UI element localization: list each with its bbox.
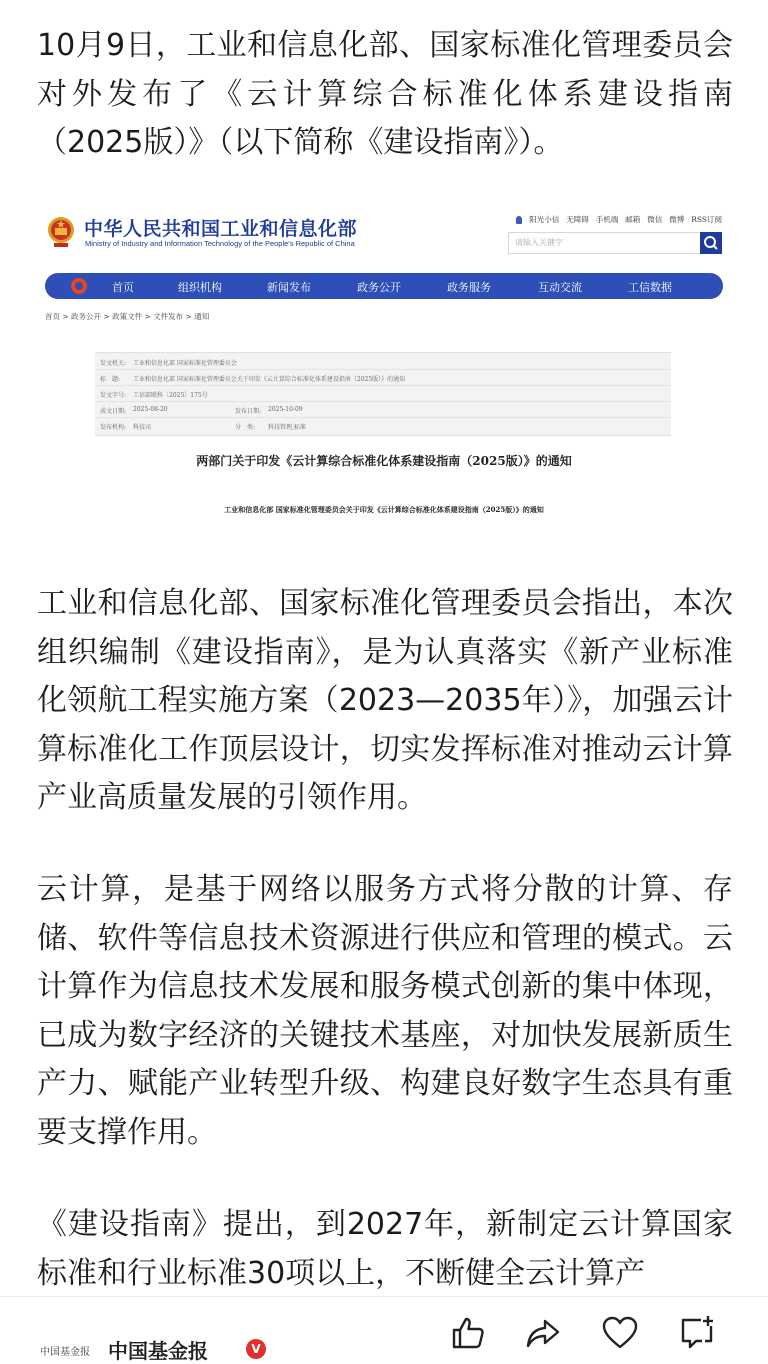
nav-item: 政务公开: [357, 281, 401, 294]
meta-row: [95, 385, 671, 402]
document-title: 两部门关于印发《云计算综合标准化体系建设指南（2025版）》的通知: [196, 454, 572, 468]
search-placeholder: 请输入关键字: [515, 238, 563, 247]
meta-label: 标 题:: [100, 376, 121, 383]
site-name-en: Ministry of Industry and Information Technology of the People's Republic of China: [85, 239, 355, 248]
meta-value: 科技司: [133, 424, 152, 431]
meta-row: [95, 417, 671, 433]
top-link: 微信: [647, 215, 663, 224]
nav-item: 新闻发布: [267, 281, 311, 294]
bottom-action-bar: [0, 1296, 768, 1363]
meta-value: 工业和信息化部 国家标准化管理委员会关于印发《云计算综合标准化体系建设指南（2025版）》的通知: [133, 376, 406, 383]
nav-item: 政务服务: [447, 281, 491, 294]
nav-item: 组织机构: [178, 281, 222, 294]
comment-add-icon[interactable]: [677, 1313, 717, 1353]
meta-label: 发布机构:: [100, 424, 127, 431]
share-icon[interactable]: [523, 1313, 563, 1353]
article-paragraph-1: 10月9日，工业和信息化部、国家标准化管理委员会对外发布了《云计算综合标准化体系建设指南（2025版）》（以下简称《建设指南》）。: [37, 28, 733, 160]
nav-bar: [45, 273, 723, 299]
top-link: 无障碍: [566, 215, 589, 224]
article-paragraph-3: 云计算，是基于网络以服务方式将分散的计算、存储、软件等信息技术资源进行供应和管理的模式。云计算作为信息技术发展和服务模式创新的集中体现，已成为数字经济的关键技术基座，对加快发展新质生产力、赋能产业转型升级、构建良好数字生态具有重要支撑作用。: [37, 872, 733, 1150]
meta-label: 分 类:: [235, 424, 256, 431]
meta-row: [95, 401, 671, 418]
heart-icon[interactable]: [600, 1313, 640, 1353]
search-box: [508, 232, 710, 254]
meta-label: 发文字号:: [100, 392, 127, 399]
top-link: 邮箱: [625, 215, 641, 224]
location-pin-icon: [516, 216, 522, 224]
meta-value: 2025-10-09: [268, 406, 303, 413]
site-name-cn: 中华人民共和国工业和信息化部: [84, 218, 358, 240]
article-paragraph-4: 《建设指南》提出，到2027年，新制定云计算国家标准和行业标准30项以上，不断健全云计算产: [37, 1207, 733, 1291]
meta-row: [95, 353, 671, 370]
article-paragraph-2: 工业和信息化部、国家标准化管理委员会指出，本次组织编制《建设指南》，是为认真落实《新产业标准化领航工程实施方案（2023—2035年）》，加强云计算标准化工作顶层设计，切实发挥标准对推动云计算产业高质量发展的引领作用。: [37, 586, 733, 815]
top-link: RSS订阅: [691, 215, 722, 224]
account-logo[interactable]: 中国基金报: [40, 1347, 90, 1358]
document-meta-table: [95, 352, 671, 436]
national-emblem-icon: [46, 214, 76, 250]
top-link: 微博: [669, 215, 685, 224]
nav-item: 首页: [112, 281, 134, 294]
meta-label: 成文日期:: [100, 408, 127, 415]
search-button: [700, 232, 722, 254]
meta-value: 工业和信息化部 国家标准化管理委员会: [133, 360, 237, 367]
embedded-screenshot[interactable]: [40, 200, 728, 530]
nav-item: 互动交流: [538, 281, 582, 294]
meta-value: 工信部联科〔2025〕175号: [133, 392, 208, 399]
search-icon: [700, 232, 722, 254]
verified-badge: V: [246, 1339, 266, 1359]
meta-row: [95, 369, 671, 386]
meta-value: 科技管理,标准: [268, 424, 306, 431]
nav-logo-icon: [71, 278, 87, 294]
account-name[interactable]: 中国基金报: [108, 1339, 208, 1363]
meta-value: 2025-08-20: [133, 406, 168, 413]
meta-label: 发布日期:: [235, 408, 262, 415]
nav-item: 工信数据: [628, 281, 672, 294]
top-link: 阳光小信: [529, 215, 560, 224]
thumbs-up-icon[interactable]: [448, 1313, 488, 1353]
top-link: 手机端: [595, 215, 619, 224]
breadcrumb: 首页 > 政务公开 > 政策文件 > 文件发布 > 通知: [45, 312, 210, 321]
meta-label: 发文机关:: [100, 360, 127, 367]
image-caption: 工业和信息化部 国家标准化管理委员会关于印发《云计算综合标准化体系建设指南（2025版）》的通知: [224, 505, 544, 514]
top-links: [516, 214, 722, 225]
